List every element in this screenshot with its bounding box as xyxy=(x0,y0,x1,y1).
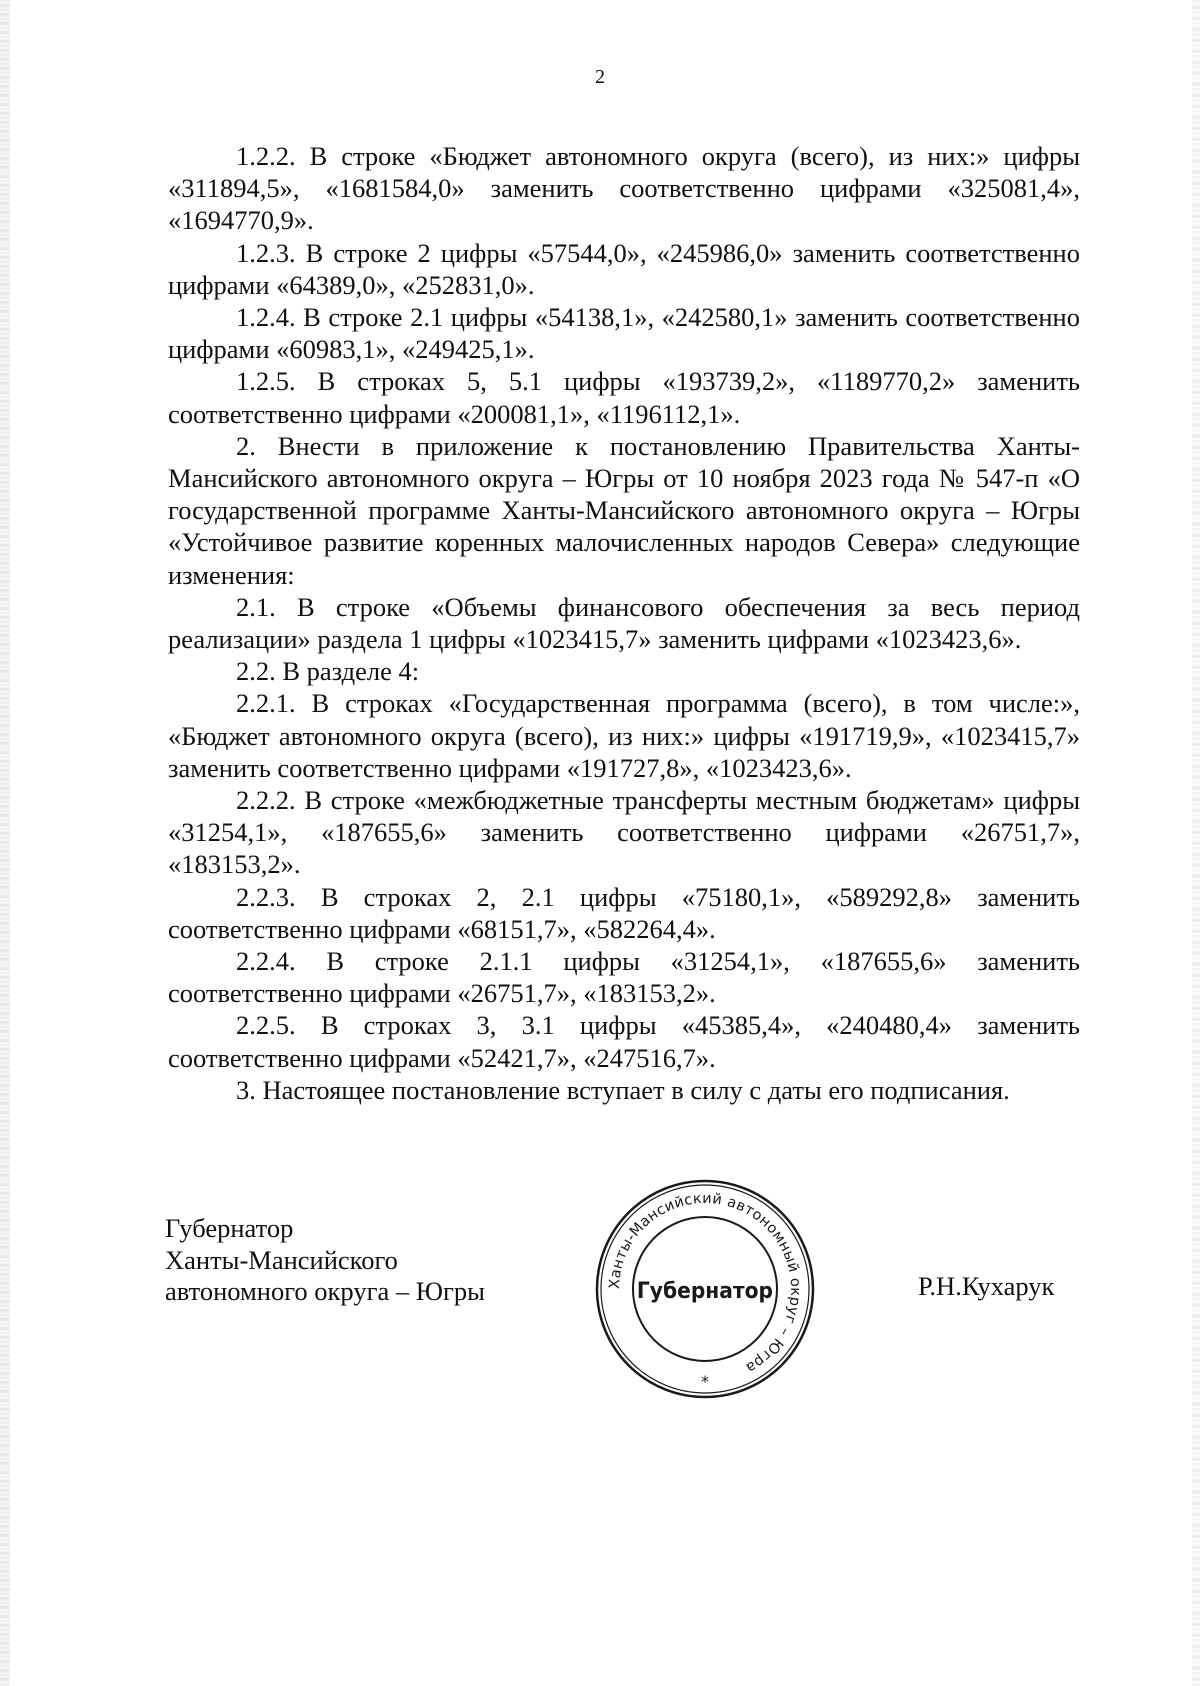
paragraph-2-2-5: 2.2.5. В строках 3, 3.1 цифры «45385,4», «240480,4» заменить соответственно цифрами «52421,7», «247516,7». xyxy=(168,1010,1080,1073)
signer-name: Р.Н.Кухарук xyxy=(918,1271,1055,1301)
page-number: 2 xyxy=(595,66,605,88)
seal-star: * xyxy=(701,1372,709,1391)
scan-edge-left xyxy=(0,0,10,1686)
signature-position-line: автономного округа – Югры xyxy=(165,1276,485,1306)
paragraph-2-2-4: 2.2.4. В строке 2.1.1 цифры «31254,1», «187655,6» заменить соответственно цифрами «26751,7», «183153,2». xyxy=(168,946,1080,1009)
paragraph-2-1: 2.1. В строке «Объемы финансового обеспечения за весь период реализации» раздела 1 цифры «1023415,7» заменить цифрами «1023423,6». xyxy=(168,591,1080,655)
paragraph-3: 3. Настоящее постановление вступает в силу с даты его подписания. xyxy=(236,1074,1010,1105)
seal-ring-textpath: Ханты-Мансийский автономный округ – Югра xyxy=(606,1190,804,1376)
signature-position-block xyxy=(165,1213,485,1308)
paragraph-1-2-2: 1.2.2. В строке «Бюджет автономного округа (всего), из них:» цифры «311894,5», «1681584,0» заменить соответственно цифрами «325081,4», «1694770,9». xyxy=(168,141,1080,236)
seal-center-text: Губернатор xyxy=(636,1277,774,1304)
paragraph-1-2-3: 1.2.3. В строке 2 цифры «57544,0», «245986,0» заменить соответственно цифрами «64389,0», «252831,0». xyxy=(168,237,1080,300)
scan-edge-right xyxy=(1192,0,1200,1686)
official-seal xyxy=(592,1176,818,1402)
paragraph-2-2: 2.2. В разделе 4: xyxy=(236,656,420,687)
paragraph-2-2-2: 2.2.2. В строке «межбюджетные трансферты местным бюджетам» цифры «31254,1», «187655,6» заменить соответственно цифрами «26751,7», «183153,2». xyxy=(168,785,1080,880)
paragraph-2-2-3: 2.2.3. В строках 2, 2.1 цифры «75180,1», «589292,8» заменить соответственно цифрами «68151,7», «582264,4». xyxy=(168,881,1080,944)
signature-position-line: Ханты-Мансийского xyxy=(165,1244,398,1275)
paragraph-2: 2. Внести в приложение к постановлению Правительства Ханты-Мансийского автономного округа – Югры от 10 ноября 2023 года № 547-п «О государственной программе Ханты-Мансийского автономного округа – Югры «Устойчивое развитие коренных малочисленных народов Севера» следующие изменения: xyxy=(168,430,1080,590)
paragraph-2-2-1: 2.2.1. В строках «Государственная программа (всего), в том числе:», «Бюджет автономного округа (всего), из них:» цифры «191719,9», «1023415,7» заменить соответственно цифрами «191727,8», «1023423,6». xyxy=(168,688,1080,783)
paragraph-1-2-4: 1.2.4. В строке 2.1 цифры «54138,1», «242580,1» заменить соответственно цифрами «60983,1», «249425,1». xyxy=(168,302,1080,365)
document-body xyxy=(168,140,1080,1106)
paragraph-1-2-5: 1.2.5. В строках 5, 5.1 цифры «193739,2», «1189770,2» заменить соответственно цифрами «200081,1», «1196112,1». xyxy=(168,366,1080,429)
signature-position-line: Губернатор xyxy=(165,1213,294,1243)
